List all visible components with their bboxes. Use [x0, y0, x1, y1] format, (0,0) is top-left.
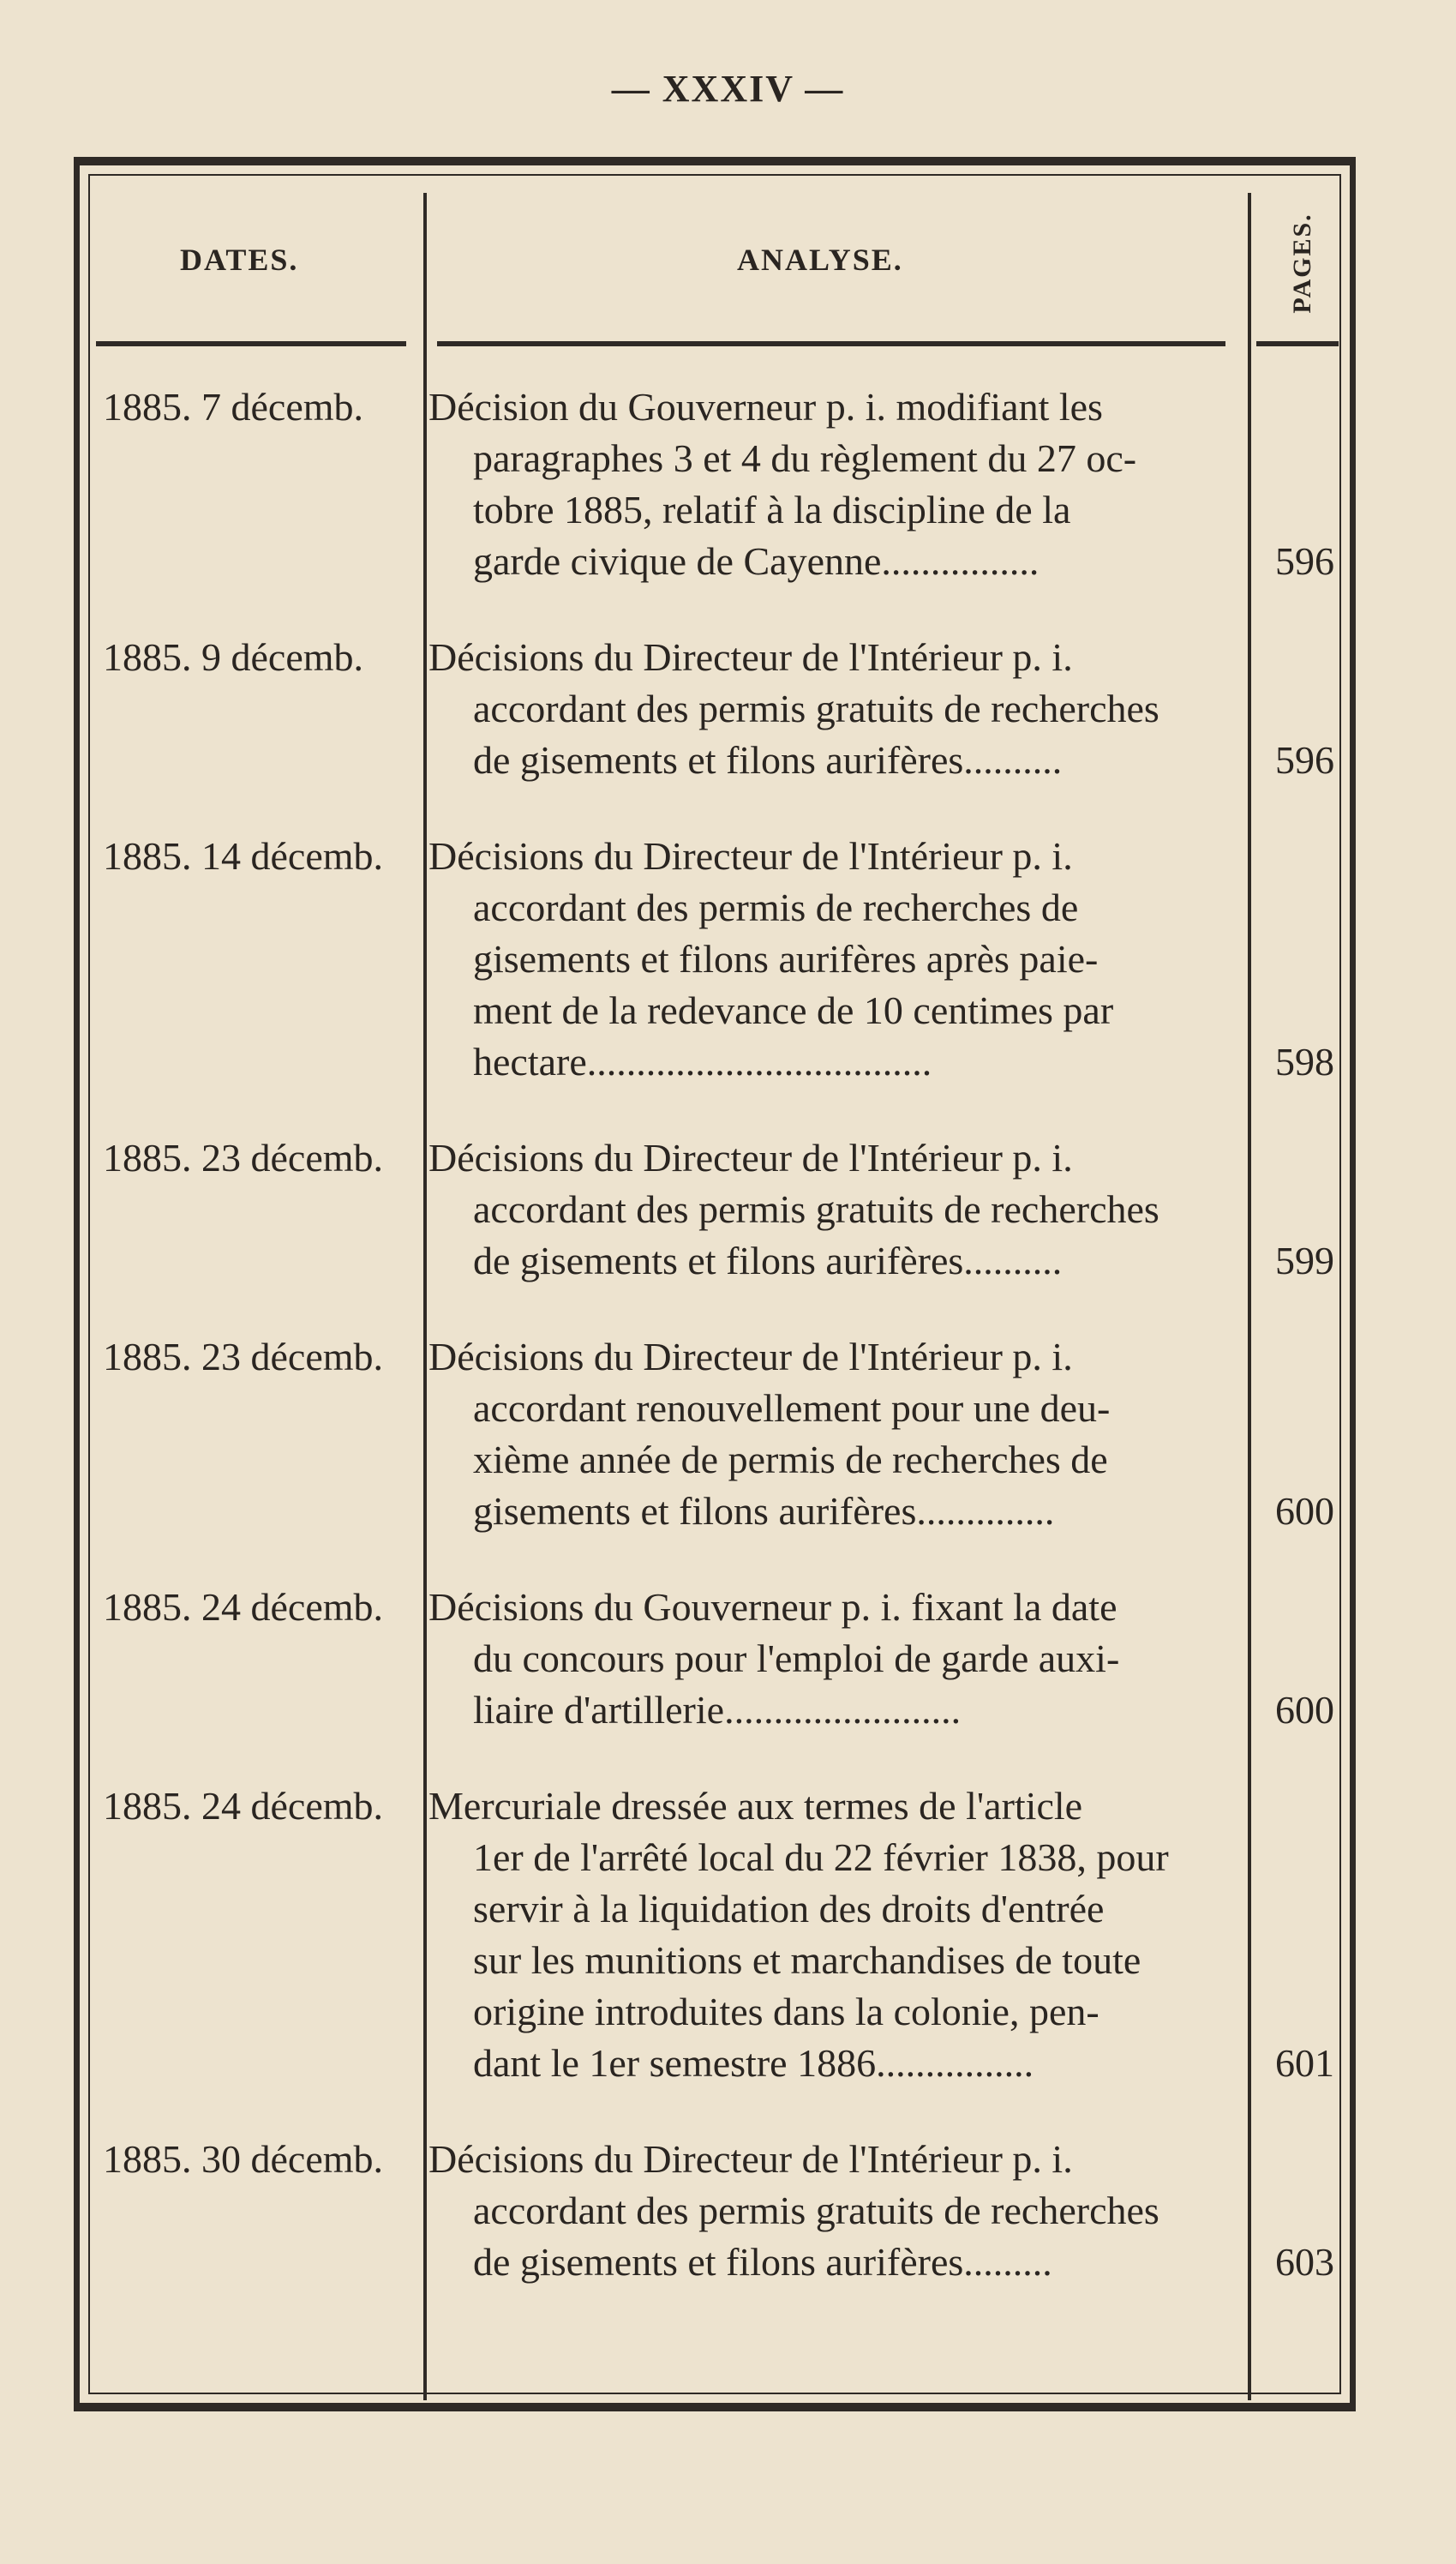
analysis-line: accordant des permis gratuits de recherches	[473, 687, 1159, 730]
analysis-line: Décisions du Directeur de l'Intérieur p. i.	[428, 2137, 1073, 2181]
analysis-line: gisements et filons aurifères après paie-	[473, 937, 1099, 981]
analysis-line: liaire d'artillerie........................	[473, 1688, 962, 1732]
analysis-line: gisements et filons aurifères..............	[473, 1489, 1055, 1533]
entry-page: 600	[1275, 1688, 1334, 1732]
table-row	[0, 1780, 1456, 2089]
page-number: — XXXIV —	[611, 68, 845, 110]
entry-page: 599	[1275, 1239, 1334, 1282]
entry-analysis	[428, 1132, 1251, 1287]
analysis-line: tobre 1885, relatif à la discipline de la	[473, 488, 1071, 531]
entry-page: 601	[1275, 2041, 1334, 2085]
analysis-line: 1er de l'arrêté local du 22 février 1838, pour	[473, 1835, 1169, 1879]
header-rule-pages	[1256, 341, 1339, 346]
entry-date: 1885. 24 décemb.	[103, 1585, 384, 1629]
analysis-line: dant le 1er semestre 1886................	[473, 2041, 1034, 2085]
entry-date: 1885. 23 décemb.	[103, 1136, 384, 1180]
header-analyse: ANALYSE.	[737, 243, 903, 277]
table-row	[0, 1582, 1456, 1736]
analysis-line: hectare...................................	[473, 1040, 932, 1084]
entry-page: 596	[1275, 738, 1334, 782]
entry-analysis	[428, 1331, 1251, 1537]
analysis-line: sur les munitions et marchandises de toute	[473, 1938, 1141, 1982]
analysis-line: Mercuriale dressée aux termes de l'article	[428, 1784, 1083, 1828]
table-row	[0, 1132, 1456, 1287]
entry-page: 603	[1275, 2240, 1334, 2284]
entry-analysis	[428, 632, 1251, 786]
table-row	[0, 831, 1456, 1088]
analysis-line: accordant renouvellement pour une deu-	[473, 1386, 1111, 1430]
table-row	[0, 1331, 1456, 1537]
analysis-line: Décisions du Directeur de l'Intérieur p. i.	[428, 834, 1073, 878]
entry-date: 1885. 7 décemb.	[103, 385, 364, 429]
header-rule-dates	[96, 341, 406, 346]
entry-date: 1885. 23 décemb.	[103, 1335, 384, 1378]
analysis-line: servir à la liquidation des droits d'entrée	[473, 1887, 1105, 1931]
header-dates: DATES.	[180, 243, 299, 277]
analysis-line: du concours pour l'emploi de garde auxi-	[473, 1636, 1120, 1680]
entry-analysis	[428, 1780, 1251, 2089]
analysis-line: Décisions du Directeur de l'Intérieur p. i.	[428, 1136, 1073, 1180]
table-row	[0, 381, 1456, 587]
analysis-line: Décisions du Directeur de l'Intérieur p. i.	[428, 1335, 1073, 1378]
header-pages: PAGES.	[1288, 213, 1316, 314]
analysis-line: garde civique de Cayenne................	[473, 539, 1040, 583]
analysis-line: de gisements et filons aurifères..........	[473, 1239, 1063, 1282]
entry-page: 600	[1275, 1489, 1334, 1533]
entry-analysis	[428, 2134, 1251, 2288]
analysis-line: paragraphes 3 et 4 du règlement du 27 oc-	[473, 436, 1137, 480]
analysis-line: de gisements et filons aurifères..........	[473, 738, 1063, 782]
table-row	[0, 632, 1456, 786]
entry-analysis	[428, 1582, 1251, 1736]
analysis-line: ment de la redevance de 10 centimes par	[473, 988, 1114, 1032]
header-rule-analyse	[437, 341, 1225, 346]
analysis-line: de gisements et filons aurifères.........	[473, 2240, 1052, 2284]
analysis-line: Décisions du Gouverneur p. i. fixant la date	[428, 1585, 1117, 1629]
analysis-line: origine introduites dans la colonie, pen-	[473, 1990, 1099, 2033]
entry-analysis	[428, 381, 1251, 587]
analysis-line: accordant des permis gratuits de recherches	[473, 2189, 1159, 2232]
analysis-line: accordant des permis de recherches de	[473, 886, 1079, 929]
analysis-line: accordant des permis gratuits de recherches	[473, 1187, 1159, 1231]
entry-date: 1885. 14 décemb.	[103, 834, 384, 878]
analysis-line: Décisions du Directeur de l'Intérieur p. i.	[428, 635, 1073, 679]
entry-page: 598	[1275, 1040, 1334, 1084]
entry-date: 1885. 9 décemb.	[103, 635, 364, 679]
analysis-line: xième année de permis de recherches de	[473, 1438, 1108, 1481]
entry-analysis	[428, 831, 1251, 1088]
entry-page: 596	[1275, 539, 1334, 583]
analysis-line: Décision du Gouverneur p. i. modifiant les	[428, 385, 1103, 429]
entry-date: 1885. 30 décemb.	[103, 2137, 384, 2181]
entry-date: 1885. 24 décemb.	[103, 1784, 384, 1828]
table-row	[0, 2134, 1456, 2288]
